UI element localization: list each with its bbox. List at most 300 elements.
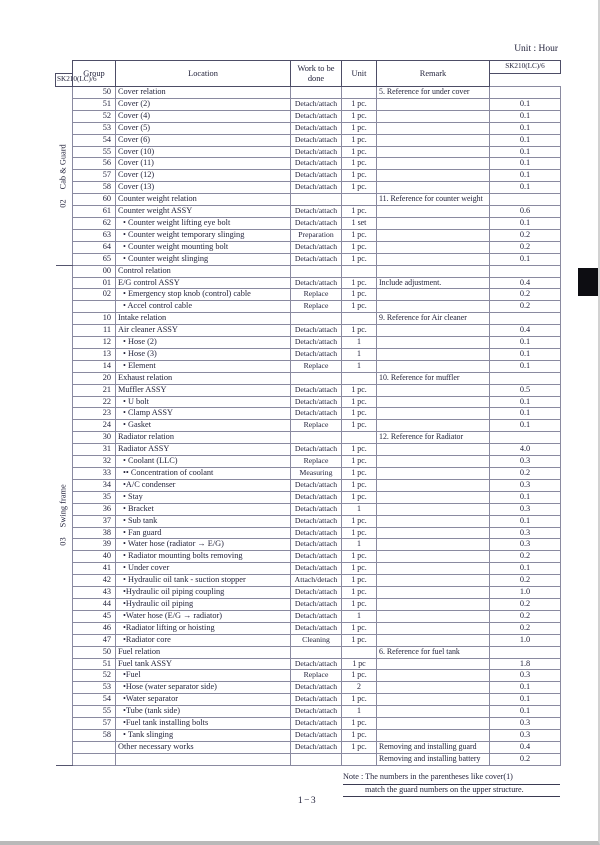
cell-work: Detach/attach bbox=[291, 587, 342, 599]
cell-unit: 1 pc. bbox=[342, 229, 377, 241]
cell-hrs bbox=[490, 194, 561, 206]
cell-hrs: 0.2 bbox=[490, 301, 561, 313]
table-row bbox=[56, 194, 561, 206]
cell-unit: 1 pc. bbox=[342, 277, 377, 289]
table-row bbox=[56, 217, 561, 229]
cell-remark bbox=[377, 634, 490, 646]
cell-remark bbox=[377, 682, 490, 694]
cell-remark bbox=[377, 289, 490, 301]
cell-hrs: 0.1 bbox=[490, 337, 561, 349]
table-row bbox=[56, 563, 561, 575]
cell-no: 64 bbox=[73, 241, 116, 253]
cell-no: 46 bbox=[73, 622, 116, 634]
col-header-model-bottom: SK210(LC)/6 bbox=[56, 74, 73, 87]
cell-unit: 1 pc. bbox=[342, 289, 377, 301]
cell-loc: • Clamp ASSY bbox=[116, 408, 291, 420]
cell-loc: • Accel control cable bbox=[116, 301, 291, 313]
cell-remark bbox=[377, 182, 490, 194]
cell-work: Detach/attach bbox=[291, 658, 342, 670]
cell-hrs: 0.3 bbox=[490, 670, 561, 682]
cell-unit: 1 pc. bbox=[342, 670, 377, 682]
cell-no: 55 bbox=[73, 706, 116, 718]
cell-loc: Cover relation bbox=[116, 87, 291, 99]
cell-unit: 1 pc. bbox=[342, 551, 377, 563]
cell-remark bbox=[377, 515, 490, 527]
cell-unit: 1 pc. bbox=[342, 158, 377, 170]
cell-no: 51 bbox=[73, 658, 116, 670]
cell-work: Detach/attach bbox=[291, 598, 342, 610]
cell-loc: •Hydraulic oil piping coupling bbox=[116, 587, 291, 599]
cell-loc: Radiator ASSY bbox=[116, 444, 291, 456]
cell-work: Detach/attach bbox=[291, 729, 342, 741]
group-label-03 bbox=[56, 265, 73, 765]
cell-work: Detach/attach bbox=[291, 515, 342, 527]
cell-hrs bbox=[490, 646, 561, 658]
cell-hrs: 0.1 bbox=[490, 515, 561, 527]
cell-hrs: 0.4 bbox=[490, 741, 561, 753]
cell-remark bbox=[377, 610, 490, 622]
cell-hrs bbox=[490, 372, 561, 384]
cell-no: 24 bbox=[73, 420, 116, 432]
cell-loc: Cover (5) bbox=[116, 122, 291, 134]
cell-remark: 11. Reference for counter weight bbox=[377, 194, 490, 206]
cell-no: 51 bbox=[73, 98, 116, 110]
cell-hrs: 0.1 bbox=[490, 360, 561, 372]
cell-unit: 1 pc. bbox=[342, 182, 377, 194]
cell-work: Detach/attach bbox=[291, 551, 342, 563]
cell-no: 45 bbox=[73, 610, 116, 622]
cell-no: 41 bbox=[73, 563, 116, 575]
cell-unit: 1 pc. bbox=[342, 741, 377, 753]
cell-hrs: 1.0 bbox=[490, 587, 561, 599]
cell-unit: 1 bbox=[342, 706, 377, 718]
cell-loc: • Counter weight mounting bolt bbox=[116, 241, 291, 253]
cell-no: 58 bbox=[73, 182, 116, 194]
cell-work bbox=[291, 194, 342, 206]
cell-hrs: 0.1 bbox=[490, 170, 561, 182]
cell-loc: • Under cover bbox=[116, 563, 291, 575]
cell-remark bbox=[377, 479, 490, 491]
cell-unit: 1 pc. bbox=[342, 253, 377, 265]
cell-hrs: 0.1 bbox=[490, 134, 561, 146]
table-row bbox=[56, 515, 561, 527]
cell-hrs: 0.2 bbox=[490, 622, 561, 634]
cell-remark bbox=[377, 456, 490, 468]
col-header-location: Location bbox=[116, 61, 291, 87]
cell-work: Cleaning bbox=[291, 634, 342, 646]
table-row bbox=[56, 682, 561, 694]
cell-work bbox=[291, 265, 342, 277]
cell-no: 52 bbox=[73, 110, 116, 122]
cell-loc: Counter weight ASSY bbox=[116, 206, 291, 218]
cell-hrs: 0.1 bbox=[490, 682, 561, 694]
cell-unit bbox=[342, 372, 377, 384]
cell-work: Detach/attach bbox=[291, 98, 342, 110]
footnote bbox=[343, 772, 560, 797]
cell-remark bbox=[377, 206, 490, 218]
cell-no: 38 bbox=[73, 527, 116, 539]
cell-no: 39 bbox=[73, 539, 116, 551]
cell-no: 47 bbox=[73, 634, 116, 646]
cell-remark bbox=[377, 253, 490, 265]
cell-remark bbox=[377, 134, 490, 146]
cell-hrs: 0.1 bbox=[490, 491, 561, 503]
cell-no: 33 bbox=[73, 468, 116, 480]
cell-hrs: 0.1 bbox=[490, 217, 561, 229]
cell-work: Replace bbox=[291, 289, 342, 301]
cell-remark bbox=[377, 217, 490, 229]
cell-loc: •Hose (water separator side) bbox=[116, 682, 291, 694]
cell-loc: Fuel relation bbox=[116, 646, 291, 658]
table-row bbox=[56, 87, 561, 99]
cell-work: Detach/attach bbox=[291, 110, 342, 122]
cell-remark: 12. Reference for Radiator bbox=[377, 432, 490, 444]
cell-remark bbox=[377, 384, 490, 396]
cell-unit: 1 pc. bbox=[342, 122, 377, 134]
table-row bbox=[56, 741, 561, 753]
cell-hrs: 0.1 bbox=[490, 98, 561, 110]
cell-hrs: 0.2 bbox=[490, 753, 561, 765]
cell-unit: 1 bbox=[342, 348, 377, 360]
cell-hrs: 0.4 bbox=[490, 277, 561, 289]
cell-work: Detach/attach bbox=[291, 384, 342, 396]
cell-hrs bbox=[490, 87, 561, 99]
cell-hrs: 0.6 bbox=[490, 206, 561, 218]
footnote-line-1: Note : The numbers in the parentheses like cover(1) bbox=[343, 772, 560, 785]
cell-no: 12 bbox=[73, 337, 116, 349]
cell-remark bbox=[377, 670, 490, 682]
cell-work: Detach/attach bbox=[291, 408, 342, 420]
cell-hrs: 1.8 bbox=[490, 658, 561, 670]
cell-remark bbox=[377, 170, 490, 182]
cell-remark bbox=[377, 122, 490, 134]
cell-work: Detach/attach bbox=[291, 325, 342, 337]
table-row bbox=[56, 98, 561, 110]
cell-no: 11 bbox=[73, 325, 116, 337]
group-code: 03 bbox=[58, 537, 68, 546]
cell-remark bbox=[377, 229, 490, 241]
cell-loc: • Radiator mounting bolts removing bbox=[116, 551, 291, 563]
cell-work: Replace bbox=[291, 420, 342, 432]
cell-no: 60 bbox=[73, 194, 116, 206]
cell-loc: • Sub tank bbox=[116, 515, 291, 527]
cell-loc: •• Concentration of coolant bbox=[116, 468, 291, 480]
cell-work: Detach/attach bbox=[291, 277, 342, 289]
cell-work: Detach/attach bbox=[291, 182, 342, 194]
cell-hrs bbox=[490, 313, 561, 325]
cell-remark bbox=[377, 325, 490, 337]
table-row bbox=[56, 587, 561, 599]
cell-loc: Control relation bbox=[116, 265, 291, 277]
cell-no: 54 bbox=[73, 694, 116, 706]
cell-work: Detach/attach bbox=[291, 503, 342, 515]
table-row bbox=[56, 694, 561, 706]
cell-hrs: 0.1 bbox=[490, 348, 561, 360]
table-row bbox=[56, 753, 561, 765]
cell-unit bbox=[342, 87, 377, 99]
cell-work: Detach/attach bbox=[291, 539, 342, 551]
cell-no: 02 bbox=[73, 289, 116, 301]
table-row bbox=[56, 396, 561, 408]
table-row bbox=[56, 229, 561, 241]
table-row bbox=[56, 277, 561, 289]
cell-unit: 1 pc. bbox=[342, 301, 377, 313]
cell-work bbox=[291, 753, 342, 765]
table-row bbox=[56, 706, 561, 718]
cell-remark bbox=[377, 563, 490, 575]
cell-loc: Cover (4) bbox=[116, 110, 291, 122]
cell-unit bbox=[342, 313, 377, 325]
cell-no: 37 bbox=[73, 515, 116, 527]
cell-remark bbox=[377, 158, 490, 170]
cell-unit: 1 pc. bbox=[342, 444, 377, 456]
table-row bbox=[56, 146, 561, 158]
table-row bbox=[56, 491, 561, 503]
cell-loc: • Hose (2) bbox=[116, 337, 291, 349]
cell-work: Replace bbox=[291, 301, 342, 313]
cell-remark bbox=[377, 587, 490, 599]
cell-hrs: 0.1 bbox=[490, 122, 561, 134]
cell-hrs: 0.3 bbox=[490, 527, 561, 539]
cell-remark bbox=[377, 694, 490, 706]
cell-no: 62 bbox=[73, 217, 116, 229]
table-row bbox=[56, 598, 561, 610]
cell-work: Detach/attach bbox=[291, 706, 342, 718]
table-row bbox=[56, 420, 561, 432]
cell-unit: 1 pc. bbox=[342, 408, 377, 420]
table-row bbox=[56, 729, 561, 741]
cell-no: 61 bbox=[73, 206, 116, 218]
cell-loc: Exhaust relation bbox=[116, 372, 291, 384]
cell-loc: • Water hose (radiator → E/G) bbox=[116, 539, 291, 551]
cell-hrs: 0.1 bbox=[490, 706, 561, 718]
cell-loc: •Water separator bbox=[116, 694, 291, 706]
cell-hrs: 0.2 bbox=[490, 598, 561, 610]
cell-loc: • Fan guard bbox=[116, 527, 291, 539]
work-hours-table bbox=[55, 60, 561, 766]
cell-unit: 1 pc. bbox=[342, 206, 377, 218]
cell-no: 65 bbox=[73, 253, 116, 265]
table-row bbox=[56, 634, 561, 646]
cell-unit: 1 pc. bbox=[342, 134, 377, 146]
cell-unit: 1 pc. bbox=[342, 110, 377, 122]
cell-no: 14 bbox=[73, 360, 116, 372]
work-table-body bbox=[56, 87, 561, 766]
cell-hrs: 0.1 bbox=[490, 110, 561, 122]
cell-hrs: 0.1 bbox=[490, 694, 561, 706]
cell-work: Detach/attach bbox=[291, 682, 342, 694]
table-row bbox=[56, 253, 561, 265]
table-row bbox=[56, 301, 561, 313]
cell-work: Detach/attach bbox=[291, 206, 342, 218]
cell-remark bbox=[377, 265, 490, 277]
cell-unit: 2 bbox=[342, 682, 377, 694]
cell-unit: 1 pc bbox=[342, 658, 377, 670]
cell-no: 22 bbox=[73, 396, 116, 408]
cell-loc: • Counter weight lifting eye bolt bbox=[116, 217, 291, 229]
cell-work: Replace bbox=[291, 670, 342, 682]
group-name: Cab & Guard bbox=[58, 144, 68, 190]
cell-remark bbox=[377, 241, 490, 253]
cell-unit: 1 pc. bbox=[342, 515, 377, 527]
table-row bbox=[56, 575, 561, 587]
cell-unit: 1 set bbox=[342, 217, 377, 229]
cell-hrs: 0.3 bbox=[490, 539, 561, 551]
cell-loc: • Hose (3) bbox=[116, 348, 291, 360]
cell-hrs: 0.1 bbox=[490, 563, 561, 575]
cell-no: 43 bbox=[73, 587, 116, 599]
cell-no: 32 bbox=[73, 456, 116, 468]
col-header-unit: Unit bbox=[342, 61, 377, 87]
cell-no: 10 bbox=[73, 313, 116, 325]
cell-remark bbox=[377, 348, 490, 360]
cell-remark bbox=[377, 408, 490, 420]
table-row bbox=[56, 610, 561, 622]
cell-unit: 1 pc. bbox=[342, 479, 377, 491]
cell-no: 30 bbox=[73, 432, 116, 444]
cell-work: Detach/attach bbox=[291, 337, 342, 349]
cell-hrs: 0.1 bbox=[490, 253, 561, 265]
table-row bbox=[56, 456, 561, 468]
table-row bbox=[56, 182, 561, 194]
cell-no: 42 bbox=[73, 575, 116, 587]
cell-hrs: 0.1 bbox=[490, 182, 561, 194]
cell-loc: •Water hose (E/G → radiator) bbox=[116, 610, 291, 622]
cell-no: 57 bbox=[73, 718, 116, 730]
table-row bbox=[56, 503, 561, 515]
unit-note: Unit : Hour bbox=[514, 44, 558, 54]
col-header-model-top: SK210(LC)/6 bbox=[490, 61, 561, 74]
table-row bbox=[56, 170, 561, 182]
table-row bbox=[56, 348, 561, 360]
cell-remark: Include adjustment. bbox=[377, 277, 490, 289]
cell-unit: 1 pc. bbox=[342, 146, 377, 158]
cell-hrs: 0.2 bbox=[490, 575, 561, 587]
cell-remark bbox=[377, 539, 490, 551]
table-row bbox=[56, 658, 561, 670]
cell-no: 53 bbox=[73, 682, 116, 694]
cell-remark: 5. Reference for under cover bbox=[377, 87, 490, 99]
cell-unit: 1 pc. bbox=[342, 170, 377, 182]
cell-loc: Intake relation bbox=[116, 313, 291, 325]
cell-loc: • Gasket bbox=[116, 420, 291, 432]
cell-no: 55 bbox=[73, 146, 116, 158]
cell-unit: 1 pc. bbox=[342, 718, 377, 730]
cell-loc bbox=[116, 753, 291, 765]
cell-unit bbox=[342, 432, 377, 444]
cell-unit: 1 pc. bbox=[342, 622, 377, 634]
cell-unit: 1 pc. bbox=[342, 634, 377, 646]
cell-work: Detach/attach bbox=[291, 718, 342, 730]
cell-remark: Removing and installing guard bbox=[377, 741, 490, 753]
table-row bbox=[56, 551, 561, 563]
cell-no: 40 bbox=[73, 551, 116, 563]
cell-remark: 6. Reference for fuel tank bbox=[377, 646, 490, 658]
table-row bbox=[56, 360, 561, 372]
cell-no: 50 bbox=[73, 87, 116, 99]
cell-loc: • Hydraulic oil tank - suction stopper bbox=[116, 575, 291, 587]
cell-unit: 1 pc. bbox=[342, 325, 377, 337]
cell-remark bbox=[377, 658, 490, 670]
table-row bbox=[56, 337, 561, 349]
cell-no: 34 bbox=[73, 479, 116, 491]
cell-unit: 1 pc. bbox=[342, 563, 377, 575]
cell-remark bbox=[377, 110, 490, 122]
cell-remark bbox=[377, 575, 490, 587]
table-row bbox=[56, 122, 561, 134]
cell-unit: 1 pc. bbox=[342, 98, 377, 110]
cell-unit: 1 pc. bbox=[342, 468, 377, 480]
cell-no: 21 bbox=[73, 384, 116, 396]
cell-loc: Cover (6) bbox=[116, 134, 291, 146]
cell-unit: 1 pc. bbox=[342, 598, 377, 610]
cell-work: Detach/attach bbox=[291, 491, 342, 503]
cell-remark bbox=[377, 98, 490, 110]
cell-loc: •Hydraulic oil piping bbox=[116, 598, 291, 610]
cell-loc: • Counter weight temporary slinging bbox=[116, 229, 291, 241]
cell-no: 63 bbox=[73, 229, 116, 241]
cell-remark bbox=[377, 527, 490, 539]
cell-hrs bbox=[490, 265, 561, 277]
cell-hrs: 0.2 bbox=[490, 551, 561, 563]
cell-loc: • Bracket bbox=[116, 503, 291, 515]
cell-loc: • Counter weight slinging bbox=[116, 253, 291, 265]
cell-loc: • Element bbox=[116, 360, 291, 372]
cell-work: Detach/attach bbox=[291, 622, 342, 634]
cell-remark bbox=[377, 444, 490, 456]
cell-loc: • U bolt bbox=[116, 396, 291, 408]
cell-unit: 1 bbox=[342, 360, 377, 372]
cell-no: 58 bbox=[73, 729, 116, 741]
cell-unit: 1 pc. bbox=[342, 694, 377, 706]
table-row bbox=[56, 408, 561, 420]
cell-hrs: 0.1 bbox=[490, 420, 561, 432]
col-header-work: Work to be done bbox=[291, 61, 342, 87]
cell-work: Detach/attach bbox=[291, 479, 342, 491]
cell-unit: 1 bbox=[342, 337, 377, 349]
cell-no bbox=[73, 741, 116, 753]
cell-unit: 1 pc. bbox=[342, 456, 377, 468]
cell-hrs: 0.2 bbox=[490, 610, 561, 622]
cell-work: Detach/attach bbox=[291, 253, 342, 265]
cell-no: 23 bbox=[73, 408, 116, 420]
table-row bbox=[56, 718, 561, 730]
cell-hrs: 0.3 bbox=[490, 729, 561, 741]
cell-hrs: 0.1 bbox=[490, 146, 561, 158]
cell-hrs: 0.1 bbox=[490, 408, 561, 420]
cell-hrs: 0.2 bbox=[490, 241, 561, 253]
cell-no: 31 bbox=[73, 444, 116, 456]
cell-work: Detach/attach bbox=[291, 444, 342, 456]
cell-unit: 1 bbox=[342, 610, 377, 622]
cell-remark bbox=[377, 706, 490, 718]
cell-loc: Cover (13) bbox=[116, 182, 291, 194]
cell-no bbox=[73, 753, 116, 765]
cell-unit: 1 pc. bbox=[342, 527, 377, 539]
cell-hrs: 0.2 bbox=[490, 468, 561, 480]
cell-loc: E/G control ASSY bbox=[116, 277, 291, 289]
cell-loc: Muffler ASSY bbox=[116, 384, 291, 396]
cell-loc: •Fuel bbox=[116, 670, 291, 682]
cell-loc: Air cleaner ASSY bbox=[116, 325, 291, 337]
cell-loc: • Emergency stop knob (control) cable bbox=[116, 289, 291, 301]
cell-unit bbox=[342, 646, 377, 658]
cell-loc: • Coolant (LLC) bbox=[116, 456, 291, 468]
cell-unit: 1 pc. bbox=[342, 420, 377, 432]
cell-work: Detach/attach bbox=[291, 146, 342, 158]
cell-loc: • Stay bbox=[116, 491, 291, 503]
cell-remark bbox=[377, 146, 490, 158]
